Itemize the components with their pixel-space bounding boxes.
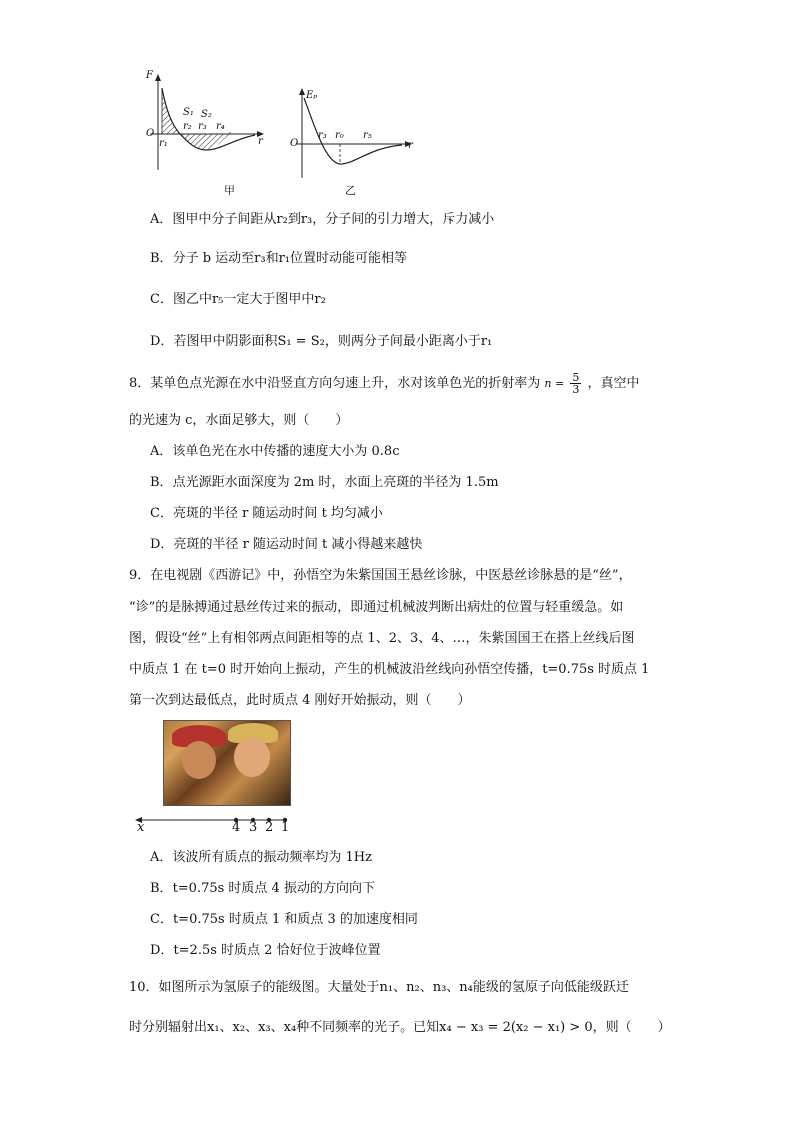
jia-label-s2: S₂ <box>201 109 212 120</box>
jia-label-r4: r₄ <box>216 121 225 132</box>
option-letter: C． <box>150 912 173 927</box>
option-letter: C． <box>150 292 173 307</box>
jia-y-axis-label: F <box>146 70 153 81</box>
q9-option-c <box>150 911 418 929</box>
yi-origin-label: O <box>290 138 299 149</box>
point-label-1: 1 <box>281 820 290 835</box>
q8-stem-line-1 <box>129 372 640 395</box>
option-text: 亮斑的半径 r 随运动时间 t 均匀减小 <box>172 506 383 521</box>
yi-label-r3: r₃ <box>318 130 327 141</box>
q10-stem-line-1: 10．如图所示为氢原子的能级图。大量处于n₁、n₂、n₃、n₄能级的氢原子向低能级跃迁 <box>129 980 629 995</box>
jia-label-s1: S₁ <box>183 107 194 118</box>
q7-option-c <box>150 291 326 309</box>
q7-option-d <box>150 333 492 351</box>
jia-origin-label: O <box>146 128 155 139</box>
fraction-denominator: 3 <box>572 383 580 396</box>
tv-drama-photo <box>163 720 291 806</box>
figure-jia <box>140 70 270 200</box>
option-text: t=0.75s 时质点 1 和质点 3 的加速度相同 <box>172 912 418 927</box>
yi-label-r5: r₅ <box>363 130 372 141</box>
figure-jia-caption: 甲 <box>224 184 235 197</box>
figure-yi-caption: 乙 <box>345 184 356 197</box>
option-text: 若图甲中阴影面积S₁ = S₂，则两分子间最小距离小于r₁ <box>173 334 493 349</box>
q9-stem-line-2: “诊”的是脉搏通过悬丝传过来的振动，即通过机械波判断出病灶的位置与轻重缓急。如 <box>129 600 624 615</box>
q8-option-c <box>150 505 383 523</box>
q8-stem-part-b: ，真空中 <box>587 376 640 391</box>
option-letter: A． <box>150 444 173 459</box>
option-letter: C． <box>150 506 173 521</box>
string-axis-label: x <box>137 820 145 835</box>
q8-option-a <box>150 443 399 461</box>
photo-face-left <box>182 741 216 779</box>
q9-stem-line-5: 第一次到达最低点，此时质点 4 刚好开始振动，则（ ） <box>129 693 471 708</box>
refractive-index-fraction <box>570 372 581 395</box>
option-letter: A． <box>150 850 173 865</box>
option-letter: B． <box>150 881 173 896</box>
q10-stem-line-2: 时分别辐射出x₁、x₂、x₃、x₄种不同频率的光子。已知x₄ − x₃ = 2(x₂ − x₁) > 0，则（ ） <box>129 1020 671 1035</box>
q8-stem-part-a: 8．某单色点光源在水中沿竖直方向匀速上升，水对该单色光的折射率为 <box>129 376 541 391</box>
yi-y-axis-label: Eₚ <box>306 90 318 101</box>
option-text: 图甲中分子间距从r₂到r₃，分子间的引力增大，斥力减小 <box>172 212 495 227</box>
option-letter: D． <box>150 334 174 349</box>
option-text: t=2.5s 时质点 2 恰好位于波峰位置 <box>173 943 381 958</box>
yi-label-r0: r₀ <box>335 130 344 141</box>
option-text: 该单色光在水中传播的速度大小为 0.8c <box>172 444 400 459</box>
option-letter: A． <box>150 212 173 227</box>
jia-label-r2: r₂ <box>183 121 192 132</box>
q8-stem-line-2: 的光速为 c，水面足够大，则（ ） <box>129 413 349 428</box>
option-text: 分子 b 运动至r₃和r₁位置时动能可能相等 <box>172 251 408 266</box>
q9-stem-line-1: 9．在电视剧《西游记》中，孙悟空为朱紫国国王悬丝诊脉，中医悬丝诊脉悬的是“丝”， <box>129 568 632 583</box>
q9-stem-line-3: 图，假设“丝”上有相邻两点间距相等的点 1、2、3、4、…，朱紫国国王在搭上丝线后图 <box>129 631 635 646</box>
q8-option-b <box>150 474 499 492</box>
option-letter: B． <box>150 475 173 490</box>
q7-option-a <box>150 211 494 229</box>
q9-option-b <box>150 880 375 898</box>
jia-x-axis-label: r <box>258 136 263 147</box>
q9-option-a <box>150 849 372 867</box>
option-letter: B． <box>150 251 173 266</box>
refractive-index-label: n = <box>544 377 565 390</box>
option-text: 图乙中r₅一定大于图甲中r₂ <box>172 292 326 307</box>
point-label-2: 2 <box>265 820 274 835</box>
jia-label-r3: r₃ <box>198 121 207 132</box>
photo-face-right <box>234 737 270 777</box>
point-label-4: 4 <box>232 820 241 835</box>
option-text: 点光源距水面深度为 2m 时，水面上亮斑的半径为 1.5m <box>172 475 499 490</box>
q9-option-d <box>150 942 381 960</box>
option-letter: D． <box>150 537 174 552</box>
q7-option-b <box>150 250 407 268</box>
option-text: 该波所有质点的振动频率均为 1Hz <box>172 850 372 865</box>
point-label-3: 3 <box>249 820 258 835</box>
option-text: t=0.75s 时质点 4 振动的方向向下 <box>172 881 375 896</box>
option-letter: D． <box>150 943 174 958</box>
fraction-numerator: 5 <box>572 371 580 384</box>
q9-stem-line-4: 中质点 1 在 t=0 时开始向上振动，产生的机械波沿丝线向孙悟空传播，t=0.75s 时质点 1 <box>129 662 650 677</box>
jia-label-r1: r₁ <box>159 138 168 149</box>
option-text: 亮斑的半径 r 随运动时间 t 减小得越来越快 <box>173 537 423 552</box>
yi-x-axis-label: r <box>408 140 413 151</box>
q8-option-d <box>150 536 422 554</box>
